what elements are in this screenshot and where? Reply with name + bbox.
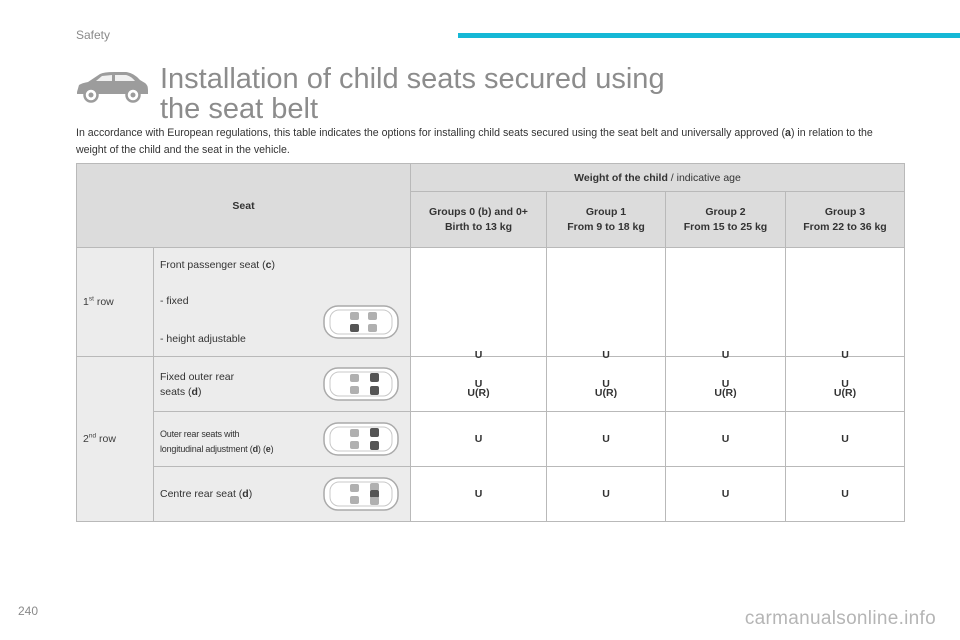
value-cell: U bbox=[666, 412, 786, 467]
group-header: Groups 0 (b) and 0+ Birth to 13 kg bbox=[411, 192, 547, 248]
value-cell: U bbox=[786, 357, 905, 412]
value-cell: U bbox=[547, 467, 666, 522]
value-cell: U U(R) bbox=[411, 248, 547, 357]
page-number: 240 bbox=[18, 604, 39, 618]
value-cell: U bbox=[411, 357, 547, 412]
car-seat-diagram-icon bbox=[322, 364, 400, 404]
car-seat-diagram-icon bbox=[322, 302, 400, 342]
weight-header: Weight of the child / indicative age bbox=[411, 164, 905, 192]
value-cell: U bbox=[666, 357, 786, 412]
page-title: Installation of child seats secured using the seat belt bbox=[160, 63, 665, 125]
value-cell: U bbox=[666, 467, 786, 522]
car-seat-diagram-icon bbox=[322, 474, 400, 514]
section-accent-bar bbox=[458, 33, 960, 38]
value-cell: U bbox=[786, 467, 905, 522]
seat-centre-rear: Centre rear seat (d) bbox=[154, 467, 411, 522]
value-cell: U bbox=[547, 357, 666, 412]
seat-front-passenger: Front passenger seat (c) - fixed - height adjustable bbox=[154, 248, 411, 357]
row-label-second: 2nd row bbox=[77, 357, 154, 522]
section-title: Safety bbox=[76, 28, 111, 42]
value-cell: U bbox=[411, 467, 547, 522]
value-cell: U bbox=[547, 412, 666, 467]
child-seat-table bbox=[76, 163, 904, 522]
seat-column-header: Seat bbox=[77, 164, 411, 248]
seat-outer-rear-adjustable: Outer rear seats with longitudinal adjustment (d) (e) bbox=[154, 412, 411, 467]
seat-fixed-outer-rear: Fixed outer rear seats (d) bbox=[154, 357, 411, 412]
value-cell: U bbox=[411, 412, 547, 467]
value-cell: U U(R) bbox=[666, 248, 786, 357]
group-header: Group 3 From 22 to 36 kg bbox=[786, 192, 905, 248]
group-header: Group 2 From 15 to 25 kg bbox=[666, 192, 786, 248]
value-cell: U bbox=[786, 412, 905, 467]
car-seat-diagram-icon bbox=[322, 419, 400, 459]
group-header: Group 1 From 9 to 18 kg bbox=[547, 192, 666, 248]
watermark: carmanualsonline.info bbox=[744, 608, 936, 629]
car-silhouette-icon bbox=[74, 68, 150, 104]
value-cell: U U(R) bbox=[786, 248, 905, 357]
value-cell: U U(R) bbox=[547, 248, 666, 357]
intro-paragraph: In accordance with European regulations, this table indicates the options for installing child seats secured using the seat belt and universally approved (a) in relation to the weight of the child and the seat in the vehicle. bbox=[76, 127, 873, 156]
row-label-first: 1st row bbox=[77, 248, 154, 357]
